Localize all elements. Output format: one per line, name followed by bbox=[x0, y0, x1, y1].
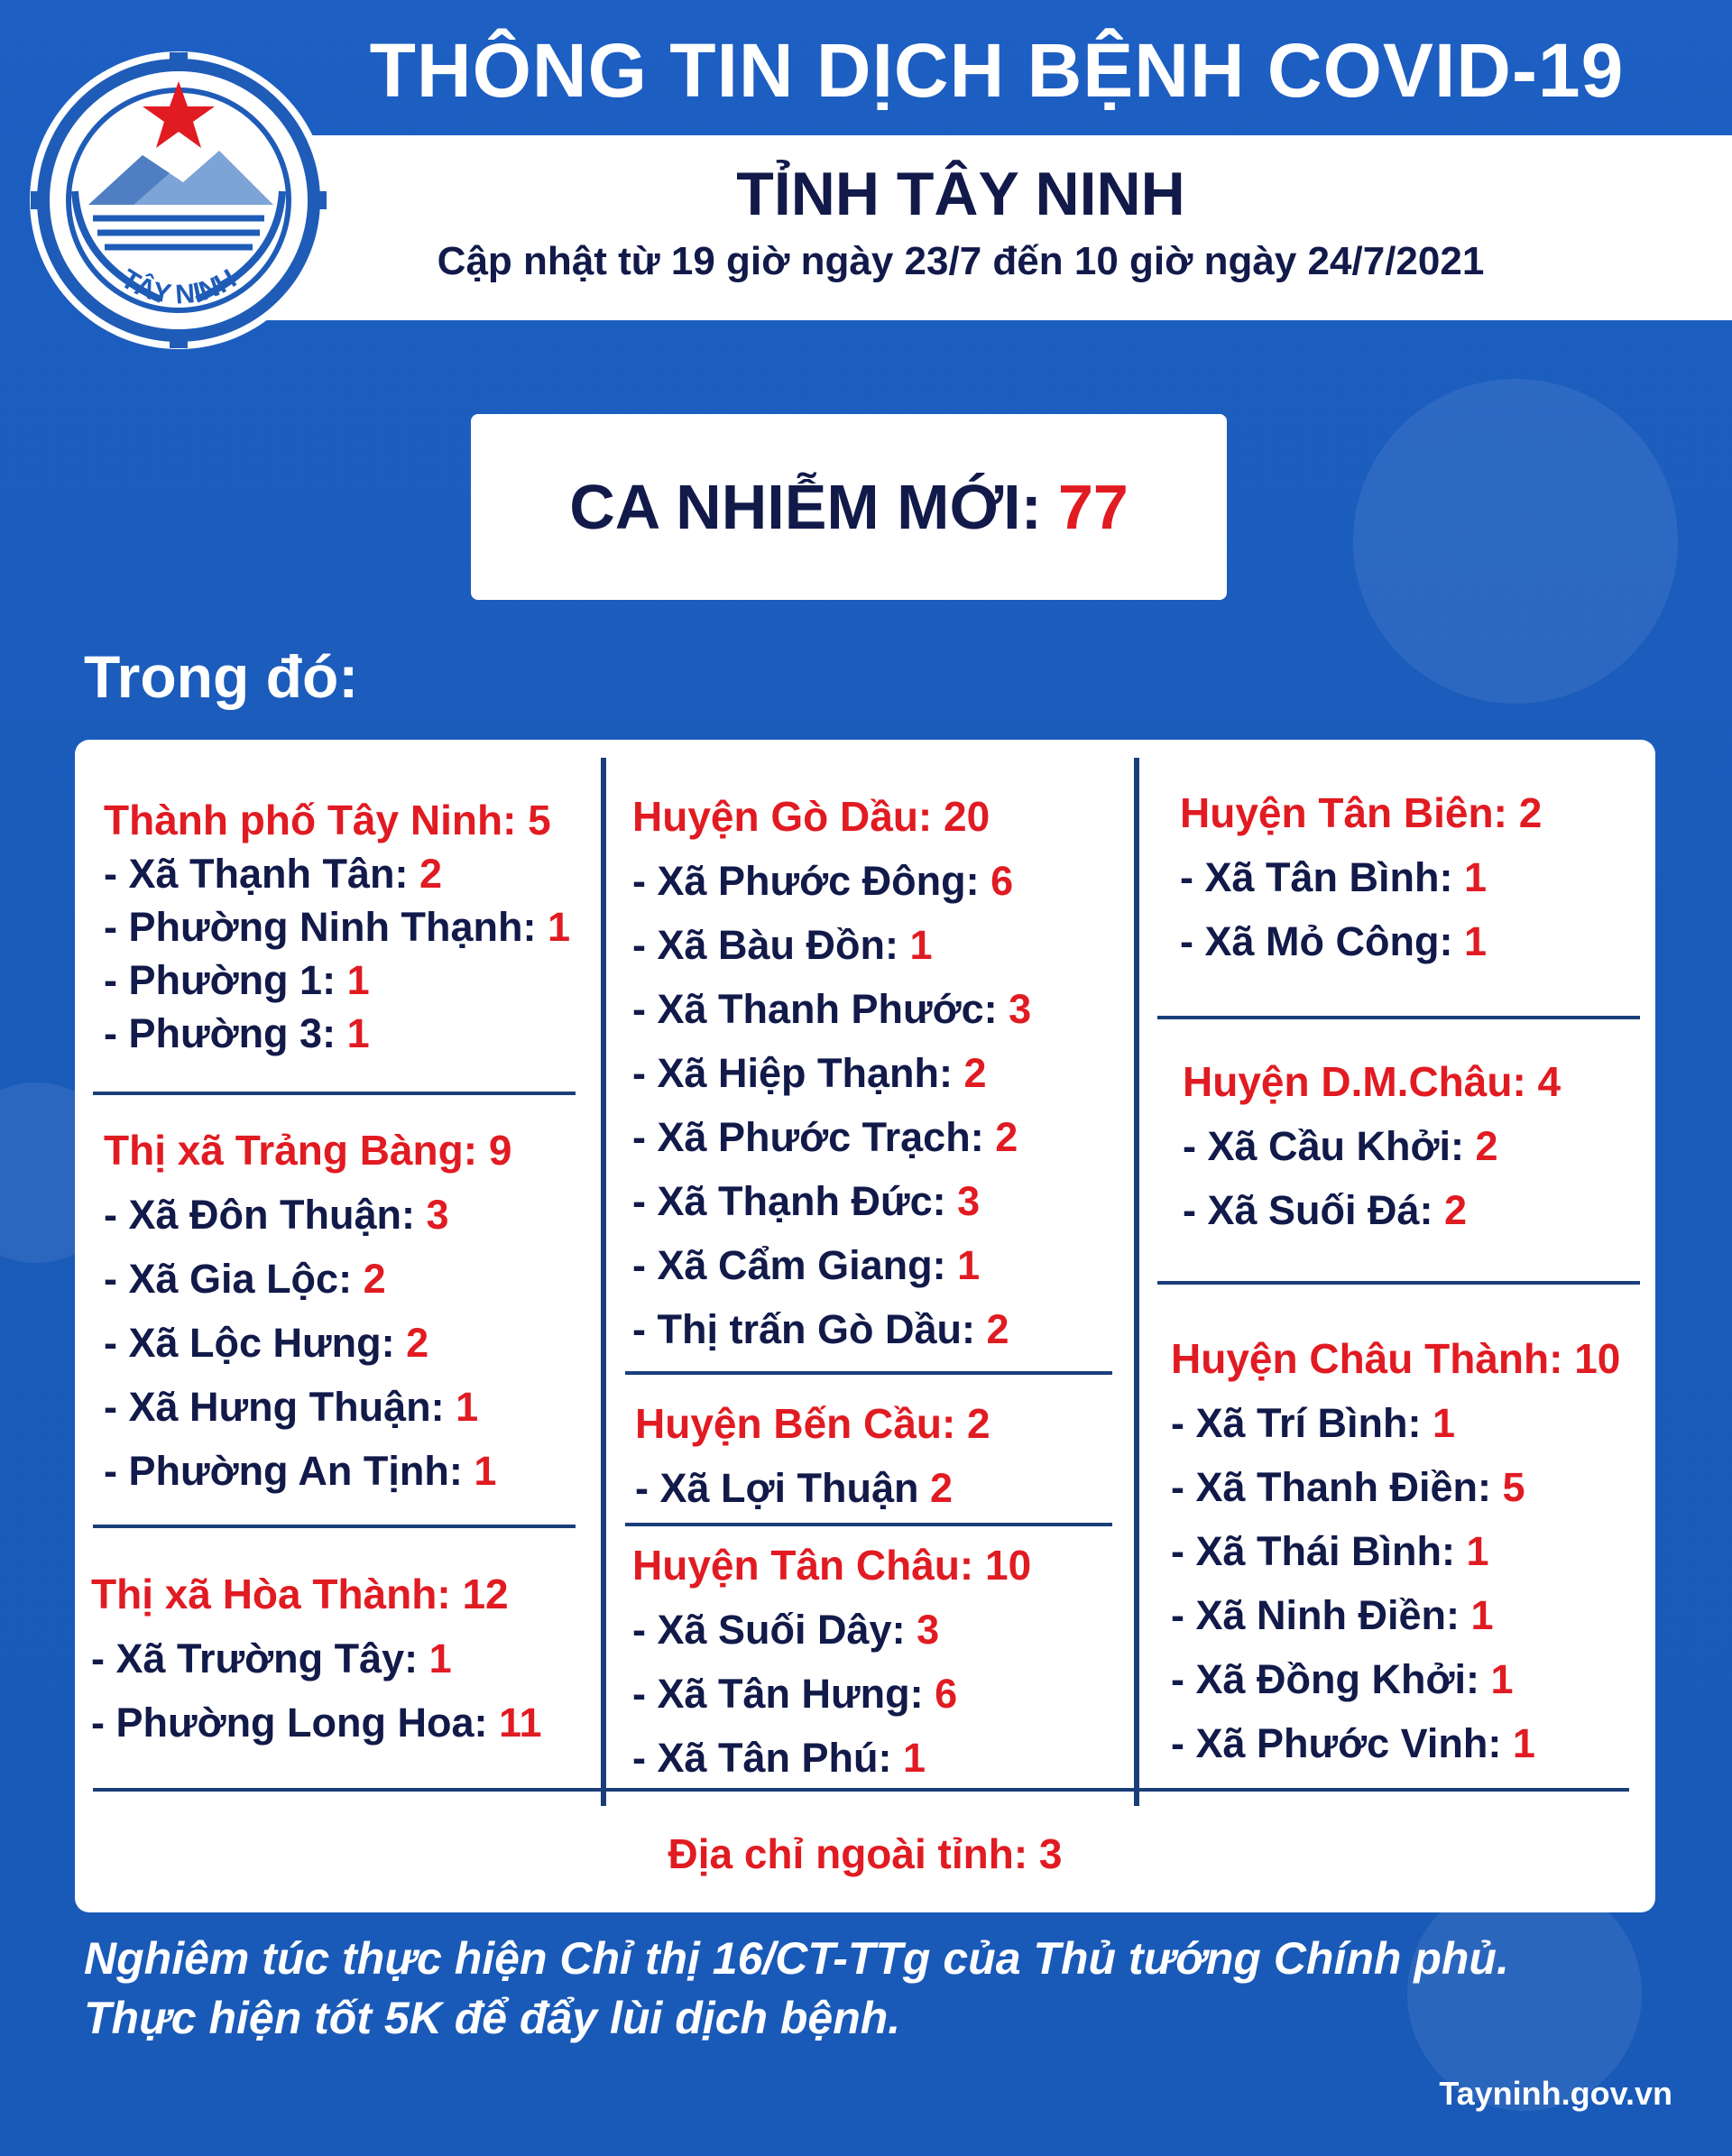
list-item: - Xã Thạnh Tân: 2 bbox=[104, 851, 443, 897]
district-title: Thị xã Trảng Bàng: 9 bbox=[104, 1127, 512, 1174]
list-item: - Xã Thanh Phước: 3 bbox=[632, 986, 1032, 1032]
list-item: - Xã Trường Tây: 1 bbox=[91, 1635, 452, 1681]
district-group bbox=[635, 1392, 990, 1520]
district-group bbox=[1183, 1050, 1561, 1242]
list-item: - Phường 1: 1 bbox=[104, 957, 370, 1003]
district-title: Huyện Châu Thành: 10 bbox=[1171, 1335, 1621, 1382]
list-item: - Phường 3: 1 bbox=[104, 1010, 370, 1056]
new-cases-value: 77 bbox=[1057, 472, 1129, 542]
list-item: - Xã Đôn Thuận: 3 bbox=[104, 1192, 449, 1238]
district-title: Huyện Gò Dầu: 20 bbox=[632, 793, 990, 840]
list-item: - Xã Tân Hưng: 6 bbox=[632, 1671, 958, 1717]
list-item: - Xã Lộc Hưng: 2 bbox=[104, 1320, 429, 1366]
district-title: Huyện Bến Cầu: 2 bbox=[635, 1400, 990, 1447]
list-item: - Xã Thanh Điền: 5 bbox=[1171, 1464, 1525, 1510]
list-item: - Xã Tân Phú: 1 bbox=[632, 1735, 926, 1781]
district-title: Huyện D.M.Châu: 4 bbox=[1183, 1058, 1562, 1105]
list-item: - Xã Phước Trạch: 2 bbox=[632, 1114, 1018, 1160]
district-group bbox=[632, 785, 1031, 1361]
district-title: Thành phố Tây Ninh: 5 bbox=[104, 797, 551, 843]
list-item: - Xã Hưng Thuận: 1 bbox=[104, 1384, 479, 1430]
row-divider bbox=[625, 1371, 1112, 1375]
list-item: - Xã Cẩm Giang: 1 bbox=[632, 1242, 981, 1288]
update-time: Cập nhật từ 19 giờ ngày 23/7 đến 10 giờ ngày 24/7/2021 bbox=[437, 239, 1485, 283]
footer-directive: Nghiêm túc thực hiện Chỉ thị 16/CT-TTg của Thủ tướng Chính phủ. bbox=[84, 1933, 1509, 1984]
outside-province-count: Địa chỉ ngoài tỉnh: 3 bbox=[668, 1830, 1063, 1877]
list-item: - Phường Ninh Thạnh: 1 bbox=[104, 904, 571, 950]
column-divider bbox=[1134, 758, 1139, 1806]
list-item: - Xã Lợi Thuận 2 bbox=[635, 1465, 954, 1511]
list-item: - Xã Phước Vinh: 1 bbox=[1171, 1720, 1535, 1766]
footer-slogan: Thực hiện tốt 5K để đẩy lùi dịch bệnh. bbox=[84, 1993, 901, 2043]
header-band bbox=[153, 135, 1732, 320]
province-title: TỈNH TÂY NINH bbox=[736, 160, 1185, 228]
list-item: - Thị trấn Gò Dầu: 2 bbox=[632, 1306, 1009, 1352]
list-item: - Xã Thái Bình: 1 bbox=[1171, 1528, 1489, 1574]
list-item: - Xã Gia Lộc: 2 bbox=[104, 1256, 386, 1302]
emblem-text: TÂY NINH bbox=[115, 263, 242, 310]
district-title: Huyện Tân Biên: 2 bbox=[1180, 789, 1543, 836]
district-group bbox=[104, 794, 570, 1060]
district-title: Huyện Tân Châu: 10 bbox=[632, 1542, 1032, 1589]
list-item: - Xã Suối Đá: 2 bbox=[1183, 1187, 1468, 1233]
district-group bbox=[104, 1119, 511, 1503]
district-group bbox=[632, 1534, 1031, 1790]
row-divider bbox=[93, 1525, 576, 1528]
list-item: - Xã Suối Dây: 3 bbox=[632, 1607, 940, 1653]
new-cases-label: CA NHIỄM MỚI: bbox=[569, 472, 1042, 542]
list-item: - Phường Long Hoa: 11 bbox=[91, 1700, 542, 1746]
breakdown-heading: Trong đó: bbox=[84, 643, 359, 710]
list-item: - Xã Hiệp Thạnh: 2 bbox=[632, 1050, 987, 1096]
district-group bbox=[1180, 781, 1542, 973]
list-item: - Xã Trí Bình: 1 bbox=[1171, 1400, 1456, 1446]
background-virus-decoration bbox=[1353, 379, 1678, 704]
list-item: - Xã Mỏ Công: 1 bbox=[1180, 918, 1487, 964]
list-item: - Xã Bàu Đồn: 1 bbox=[632, 922, 933, 968]
website-link[interactable]: Tayninh.gov.vn bbox=[1439, 2075, 1672, 2112]
list-item: - Xã Đồng Khởi: 1 bbox=[1171, 1656, 1514, 1702]
list-item: - Xã Tân Bình: 1 bbox=[1180, 854, 1488, 900]
row-divider bbox=[1157, 1281, 1640, 1285]
district-group bbox=[91, 1562, 542, 1755]
page-title: THÔNG TIN DỊCH BỆNH COVID-19 bbox=[369, 28, 1625, 113]
list-item: - Xã Thạnh Đức: 3 bbox=[632, 1178, 981, 1224]
district-title: Thị xã Hòa Thành: 12 bbox=[91, 1571, 509, 1617]
list-item: - Xã Cầu Khởi: 2 bbox=[1183, 1123, 1498, 1169]
tay-ninh-emblem-icon bbox=[25, 47, 332, 354]
row-divider bbox=[1157, 1016, 1640, 1019]
list-item: - Xã Ninh Điền: 1 bbox=[1171, 1592, 1494, 1638]
district-group bbox=[1171, 1327, 1620, 1775]
list-item: - Phường An Tịnh: 1 bbox=[104, 1448, 497, 1494]
row-divider bbox=[625, 1523, 1112, 1526]
new-cases-box bbox=[471, 414, 1227, 600]
district-breakdown-panel bbox=[75, 740, 1655, 1912]
column-divider bbox=[601, 758, 606, 1806]
row-divider bbox=[93, 1092, 576, 1095]
list-item: - Xã Phước Đông: 6 bbox=[632, 858, 1014, 904]
